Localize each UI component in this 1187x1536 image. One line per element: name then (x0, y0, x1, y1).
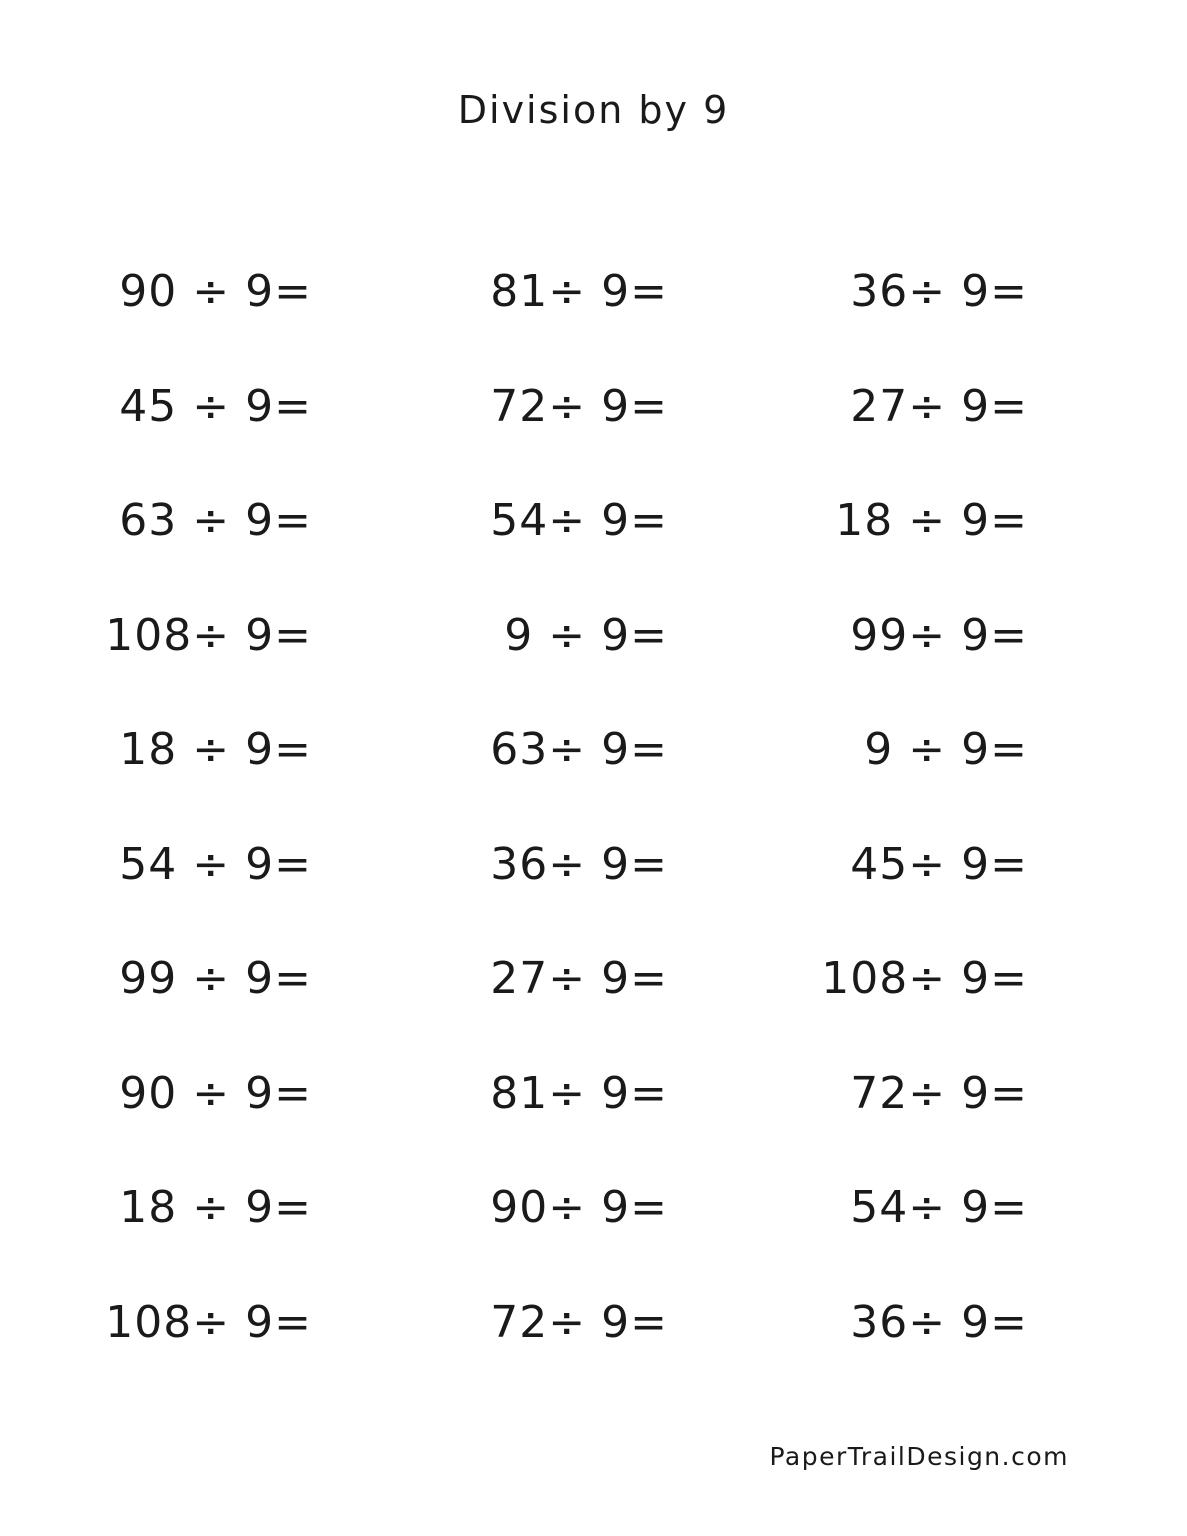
division-problem: 36÷ 9= (490, 838, 668, 890)
problem-row (0, 377, 1187, 492)
problem-row (0, 1064, 1187, 1179)
problem-row (0, 262, 1187, 377)
division-problem: 36÷ 9= (850, 1296, 1028, 1348)
division-problem: 108÷ 9= (821, 953, 1028, 1004)
problem-grid (0, 262, 1187, 1407)
division-problem: 81÷ 9= (490, 1067, 668, 1119)
division-problem: 63÷ 9= (490, 724, 668, 775)
division-problem: 72÷ 9= (490, 380, 668, 432)
division-problem: 90÷ 9= (490, 1182, 668, 1233)
division-problem: 72÷ 9= (850, 1067, 1028, 1119)
division-problem: 63 ÷ 9= (119, 495, 312, 546)
division-problem: 54 ÷ 9= (119, 838, 312, 890)
worksheet-title: Division by 9 (457, 88, 730, 132)
division-problem: 54÷ 9= (490, 495, 668, 546)
division-problem: 81÷ 9= (490, 266, 668, 317)
division-problem: 90 ÷ 9= (119, 1067, 312, 1119)
problem-row (0, 949, 1187, 1064)
division-problem: 45 ÷ 9= (119, 380, 312, 432)
division-problem: 45÷ 9= (850, 838, 1028, 890)
division-problem: 36÷ 9= (850, 266, 1028, 317)
division-problem: 18 ÷ 9= (119, 1182, 312, 1233)
division-problem: 72÷ 9= (490, 1296, 668, 1348)
division-problem: 90 ÷ 9= (119, 266, 312, 317)
division-problem: 27÷ 9= (850, 380, 1028, 432)
division-problem: 9 ÷ 9= (504, 609, 668, 661)
division-problem: 9 ÷ 9= (864, 724, 1028, 775)
problem-row (0, 835, 1187, 950)
site-credit: PaperTrailDesign.com (769, 1442, 1069, 1471)
division-problem: 18 ÷ 9= (835, 495, 1028, 546)
problem-row (0, 1293, 1187, 1408)
division-problem: 18 ÷ 9= (119, 724, 312, 775)
problem-row (0, 606, 1187, 721)
problem-row (0, 491, 1187, 606)
division-problem: 27÷ 9= (490, 953, 668, 1004)
problem-row (0, 720, 1187, 835)
division-problem: 108÷ 9= (105, 1296, 312, 1348)
division-problem: 99÷ 9= (850, 609, 1028, 661)
division-problem: 108÷ 9= (105, 609, 312, 661)
division-problem: 99 ÷ 9= (119, 953, 312, 1004)
division-problem: 54÷ 9= (850, 1182, 1028, 1233)
problem-row (0, 1178, 1187, 1293)
